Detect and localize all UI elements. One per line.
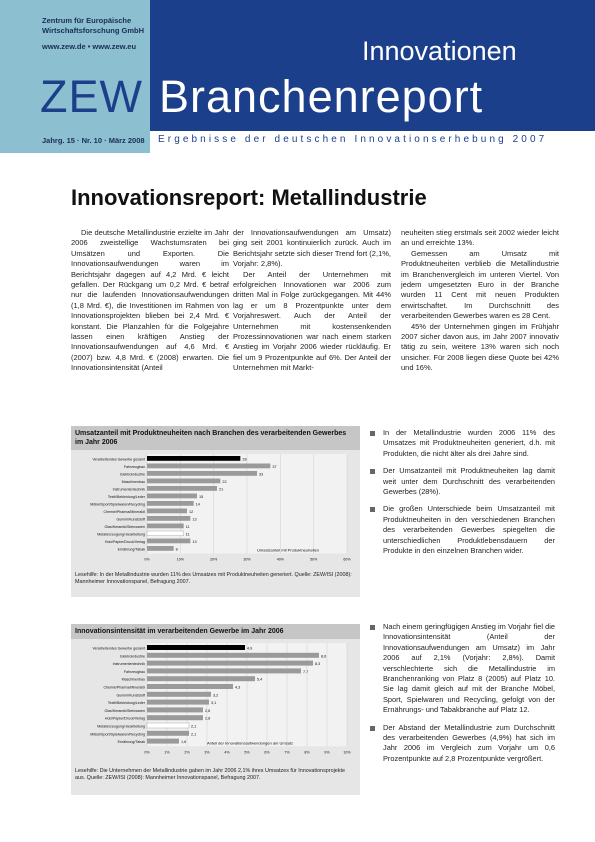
category-label: Metallerzeugung/-bearbeitung bbox=[97, 532, 145, 537]
data-label: 8,3 bbox=[315, 662, 321, 667]
websites[interactable]: www.zew.de • www.zew.eu bbox=[42, 42, 137, 51]
bar bbox=[147, 715, 203, 720]
bar bbox=[147, 692, 211, 697]
category-label: Verarbeitendes Gewerbe gesamt bbox=[92, 646, 145, 651]
bullet-item: Nach einem geringfügigen Anstieg im Vorjahr fiel die Innovationsintensität (Anteil der Innovationsaufwendungen am Umsatz) im Jahr 2006 auf 2,1% (Vorjahr: 2,8%). Damit verschlechterte sich die Metallindustrie im Branchenranking von Platz 8 (2005) auf Platz 10. Sie lag damit gleich auf mit der Branche Möbel, Sport, Spielwaren und Recycling, gefolgt von der Ernährungs- und Tabakbranche auf Platz 12. bbox=[370, 622, 555, 716]
bar bbox=[147, 524, 184, 529]
paragraph: Gemessen am Umsatz mit Produktneuheiten verblieb die Metallindustrie im Branchenvergleich im unteren Viertel. Von jedem umgesetzten Euro in der Branche wurden 11 Cent mit neuen Produkten erwirtschaftet. Im Durchschnitt des verarbeitenden Gewerbes waren es 28 Cent. bbox=[401, 248, 559, 321]
tick-label: 20% bbox=[210, 557, 218, 562]
bar bbox=[147, 546, 174, 551]
report-subtitle: Ergebnisse der deutschen Innovationserhebung 2007 bbox=[158, 134, 548, 145]
category-label: Instrumententechnik bbox=[112, 487, 145, 492]
category-label: Fahrzeugbau bbox=[123, 669, 145, 674]
category-label: Instrumententechnik bbox=[112, 662, 145, 667]
category-label: Fahrzeugbau bbox=[123, 464, 145, 469]
bullet-item: Die großen Unterschiede beim Umsatzanteil mit Produktneuheiten in den verschiedenen Branchen des verarbeitenden Gewerbes spiegelten die unterschiedlichen Produktlebensdauern der Produkte in den einzelnen Branchen wider. bbox=[370, 504, 555, 556]
tick-label: 6% bbox=[264, 750, 270, 755]
bullet-item: Der Umsatzanteil mit Produktneuheiten lag damit weit unter dem Durchschnitt des verarbeitenden Gewerbes (28%). bbox=[370, 466, 555, 497]
text-column-2 bbox=[233, 228, 391, 374]
data-label: 12 bbox=[189, 509, 194, 514]
data-label: 5,4 bbox=[257, 677, 263, 682]
data-label: 3,1 bbox=[211, 701, 217, 706]
category-label: Chemie/Pharma/Mineralöl bbox=[103, 509, 145, 514]
bar bbox=[147, 739, 179, 744]
tick-label: 10% bbox=[343, 750, 351, 755]
bar bbox=[147, 539, 190, 544]
figure-caption: Lesehilfe: Die Unternehmen der Metallindustrie gaben im Jahr 2006 2,1% ihres Umsatzes für Innovationsprojekte aus. Quelle: ZEW/ISI (2008): Mannheimer Innovationspanel, Befragung 2007. bbox=[75, 768, 345, 781]
figure-title: Umsatzanteil mit Produktneuheiten nach Branchen des verarbeitenden Gewerbes im Jahr 2006 bbox=[71, 426, 360, 450]
tick-label: 0% bbox=[144, 750, 150, 755]
data-label: 13 bbox=[192, 517, 197, 522]
bar bbox=[147, 516, 190, 521]
paragraph: der Innovationsaufwendungen am Umsatz) ging seit 2001 kontinuierlich zurück. Auch im Berichtsjahr setzte sich dieser Trend fort (2,1%, Vorjahr: 2,8%). bbox=[233, 228, 391, 269]
bar bbox=[147, 509, 187, 514]
bar bbox=[147, 456, 240, 461]
category-label: Elektroindustrie bbox=[120, 654, 145, 659]
bar bbox=[147, 676, 255, 681]
axis-title: Anteil der Innovationsaufwendungen am Umsatz bbox=[207, 740, 294, 746]
bullet-item: Der Abstand der Metallindustrie zum Durchschnitt des verarbeitenden Gewerbes (4,9%) hat sich im Jahr 2006 im Vergleich zum Vorjahr um 0,6 Prozentpunkte auf 2,8 Prozentpunkte vergrößert. bbox=[370, 723, 555, 765]
category-label: Glas/Keramik/Steinwaren bbox=[104, 524, 145, 529]
series-title: Innovationen bbox=[362, 36, 517, 66]
bar bbox=[147, 494, 197, 499]
bar bbox=[147, 684, 233, 689]
bar bbox=[147, 731, 189, 736]
figure-title: Innovationsintensität im verarbeitenden Gewerbe im Jahr 2006 bbox=[71, 624, 360, 639]
data-label: 3,2 bbox=[213, 693, 219, 698]
tick-label: 50% bbox=[310, 557, 318, 562]
tick-label: 5% bbox=[244, 750, 250, 755]
issue-info: Jahrg. 15 · Nr. 10 · März 2008 bbox=[42, 136, 145, 145]
category-label: Gummi/Kunststoff bbox=[116, 693, 145, 698]
bullet-list-2 bbox=[370, 622, 555, 771]
text-column-3 bbox=[401, 228, 559, 374]
paragraph: Der Anteil der Unternehmen mit erfolgreichen Innovationen war 2006 zum dritten Mal in Folge zurückgegangen. Mit 44% lag er um 8 Prozentpunkte unter dem Vorjahreswert. Auch der Anteil der Unternehmen mit kostensenkenden Prozessinnovationen war nach einem starken Anstieg im Vorjahr 2006 wieder rückläufig. Er fiel um 9 Prozentpunkte auf 6%. Der Anteil der Unternehmen mit Markt- bbox=[233, 269, 391, 373]
data-label: 15 bbox=[199, 494, 204, 499]
bullet-list-1 bbox=[370, 428, 555, 563]
tick-label: 1% bbox=[164, 750, 170, 755]
data-label: 2,1 bbox=[191, 732, 197, 737]
axis-title: Umsatzanteil mit Produktneuheiten bbox=[257, 547, 320, 553]
tick-label: 40% bbox=[276, 557, 284, 562]
category-label: Elektroindustrie bbox=[120, 472, 145, 477]
bar bbox=[147, 723, 189, 728]
figure-innovation-intensity bbox=[71, 624, 360, 795]
bar bbox=[147, 501, 194, 506]
bar bbox=[147, 471, 257, 476]
data-label: 11 bbox=[185, 532, 190, 537]
category-label: Glas/Keramik/Steinwaren bbox=[104, 708, 145, 713]
chart-innovation-intensity bbox=[71, 639, 360, 767]
category-label: Möbel/Sport/Spielwaren/Recycling bbox=[90, 732, 145, 737]
category-label: Holz/Papier/Druck/Verlag bbox=[104, 539, 145, 544]
org-line-2: Wirtschaftsforschung GmbH bbox=[42, 26, 145, 35]
data-label: 8,6 bbox=[321, 654, 327, 659]
bar bbox=[147, 653, 319, 658]
category-label: Textil/Bekleidung/Leder bbox=[107, 494, 145, 499]
category-label: Möbel/Sport/Spielwaren/Recycling bbox=[90, 502, 145, 507]
bullet-square-icon bbox=[370, 625, 375, 630]
chart-product-innovation-share bbox=[71, 450, 360, 571]
paragraph: 45% der Unternehmen gingen im Frühjahr 2007 sicher davon aus, im Jahr 2007 innovativ tätig zu sein, weitere 13% waren sich noch unsicher. Für 2008 liegen diese Quote bei 42% und 16%. bbox=[401, 321, 559, 373]
data-label: 8 bbox=[175, 547, 178, 552]
bullet-square-icon bbox=[370, 431, 375, 436]
data-label: 37 bbox=[272, 464, 277, 469]
category-label: Chemie/Pharma/Mineralöl bbox=[103, 685, 145, 690]
bullet-item: In der Metallindustrie wurden 2006 11% des Umsatzes mit Produktneuheiten generiert, d.h. mit Produkten, die nicht älter als drei Jahre sind. bbox=[370, 428, 555, 459]
tick-label: 3% bbox=[204, 750, 210, 755]
data-label: 4,3 bbox=[235, 685, 241, 690]
data-label: 2,8 bbox=[205, 716, 211, 721]
bar bbox=[147, 700, 209, 705]
bar bbox=[147, 479, 220, 484]
paragraph: Die deutsche Metallindustrie erzielte im Jahr 2006 zweistellige Wachstumsraten bei Umsätzen und Exporten. Die Innovationsaufwendungen waren im Berichtsjahr dagegen auf 4,2 Mrd. € leicht gefallen. Der Rückgang um 0,2 Mrd. € betraf nur die laufenden Innovationsaufwendungen (1,8 Mrd. €), die Investitionen im Rahmen von Innovationsprojekten blieben bei 2,4 Mrd. € konstant. Die Planzahlen für die Folgejahre lassen einen kräftigen Anstieg der Innovationsaufwendungen auf 4,6 Mrd. € (2007) bzw. 4,8 Mrd. € (2008) erwarten. Die Innovationsintensität (Anteil bbox=[71, 228, 229, 373]
data-label: 33 bbox=[259, 472, 264, 477]
data-label: 1,6 bbox=[181, 740, 187, 745]
paragraph: neuheiten stieg erstmals seit 2002 wieder leicht an und erreichte 13%. bbox=[401, 228, 559, 248]
category-label: Maschinenbau bbox=[121, 677, 145, 682]
category-label: Ernährung/Tabak bbox=[117, 740, 145, 745]
org-line-1: Zentrum für Europäische bbox=[42, 16, 132, 25]
category-label: Holz/Papier/Druck/Verlag bbox=[104, 716, 145, 721]
bullet-square-icon bbox=[370, 726, 375, 731]
data-label: 21 bbox=[219, 487, 224, 492]
tick-label: 2% bbox=[184, 750, 190, 755]
bullet-square-icon bbox=[370, 469, 375, 474]
tick-label: 7% bbox=[284, 750, 290, 755]
tick-label: 60% bbox=[343, 557, 351, 562]
data-label: 14 bbox=[195, 502, 200, 507]
bar bbox=[147, 645, 245, 650]
tick-label: 0% bbox=[144, 557, 150, 562]
data-label: 13 bbox=[192, 539, 197, 544]
text-column-1 bbox=[71, 228, 229, 374]
bar bbox=[147, 707, 203, 712]
tick-label: 10% bbox=[176, 557, 184, 562]
zew-logo: ZEW bbox=[40, 71, 143, 122]
figure-product-innovation-share bbox=[71, 426, 360, 597]
category-label: Maschinenbau bbox=[121, 479, 145, 484]
bar bbox=[147, 486, 217, 491]
article-title: Innovationsreport: Metallindustrie bbox=[71, 185, 427, 210]
org-name bbox=[42, 16, 147, 36]
data-label: 2,1 bbox=[191, 724, 197, 729]
figure-caption: Lesehilfe: In der Metallindustrie wurden 11% des Umsatzes mit Produktneuheiten generiert. Quelle: ZEW/ISI (2008): Mannheimer Innovationspanel, Befragung 2007. bbox=[75, 572, 352, 585]
category-label: Metallerzeugung/-bearbeitung bbox=[97, 724, 145, 729]
data-label: 28 bbox=[242, 457, 247, 462]
bullet-square-icon bbox=[370, 507, 375, 512]
tick-label: 30% bbox=[243, 557, 251, 562]
bar bbox=[147, 464, 270, 469]
category-label: Gummi/Kunststoff bbox=[116, 517, 145, 522]
report-title: Branchenreport bbox=[159, 71, 484, 122]
category-label: Ernährung/Tabak bbox=[117, 547, 145, 552]
bar bbox=[147, 531, 184, 536]
data-label: 4,9 bbox=[247, 646, 253, 651]
bar bbox=[147, 661, 313, 666]
tick-label: 8% bbox=[304, 750, 310, 755]
data-label: 7,7 bbox=[303, 669, 309, 674]
data-label: 11 bbox=[185, 524, 190, 529]
category-label: Textil/Bekleidung/Leder bbox=[107, 701, 145, 706]
bar bbox=[147, 668, 301, 673]
data-label: 2,8 bbox=[205, 708, 211, 713]
data-label: 22 bbox=[222, 479, 227, 484]
header bbox=[0, 0, 595, 153]
category-label: Verarbeitendes Gewerbe gesamt bbox=[92, 457, 145, 462]
tick-label: 4% bbox=[224, 750, 230, 755]
tick-label: 9% bbox=[324, 750, 330, 755]
